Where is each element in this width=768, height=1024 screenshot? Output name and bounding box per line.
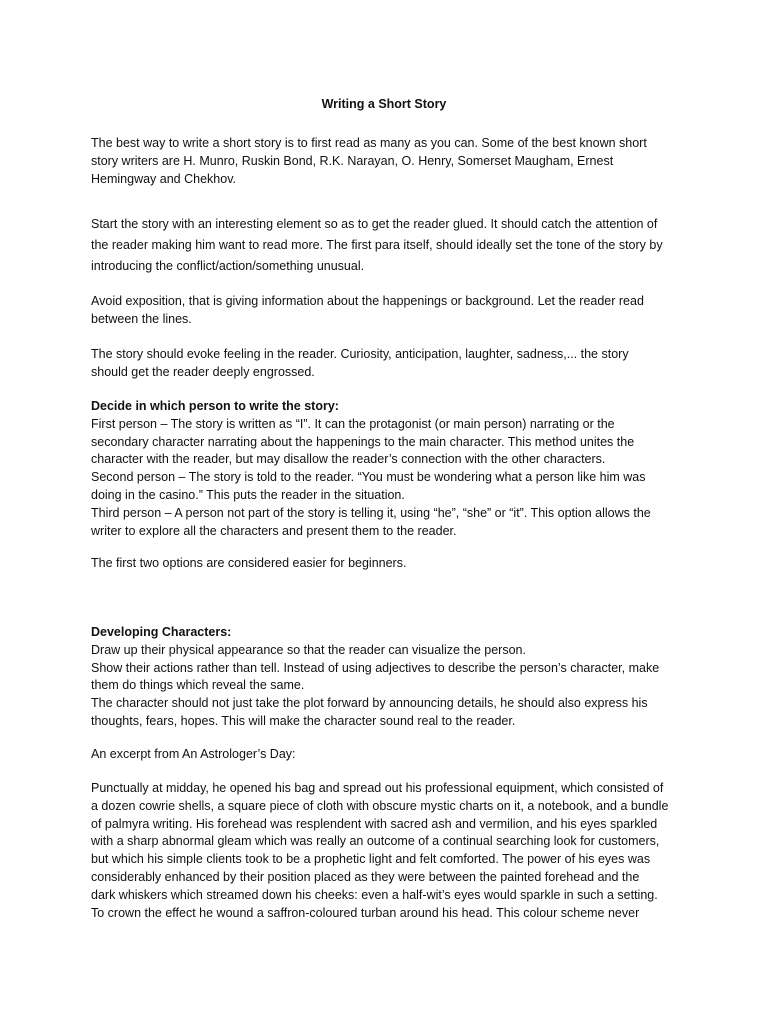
text-line: The first two options are considered easier for beginners. [91, 556, 407, 570]
text-line: Show their actions rather than tell. Instead of using adjectives to describe the person’s character, make [91, 660, 660, 675]
text-line: First person – The story is written as “I”. It can the protagonist (or main person) narrating or the [91, 416, 615, 431]
text-line: doing in the casino.” This puts the reader in the situation. [91, 487, 405, 502]
text-line: Third person – A person not part of the story is telling it, using “he”, “she” or “it”. This option allows the [91, 505, 651, 520]
text-line: dark whiskers which streamed down his cheeks: even a half-wit’s eyes would sparkle in such a setting. [91, 887, 658, 902]
text-line: The story should evoke feeling in the reader. Curiosity, anticipation, laughter, sadness,... the story [91, 347, 629, 361]
characters-section [91, 624, 691, 731]
section-heading: Decide in which person to write the story: [91, 399, 339, 413]
text-line: between the lines. [91, 311, 192, 326]
section-heading: Developing Characters: [91, 625, 232, 639]
start-paragraph [91, 214, 691, 277]
text-line: To crown the effect he wound a saffron-coloured turban around his head. This colour scheme never [91, 905, 640, 920]
text-line: Second person – The story is told to the reader. “You must be wondering what a person like him was [91, 470, 646, 485]
document-title: Writing a Short Story [321, 97, 447, 111]
text-line: Draw up their physical appearance so that the reader can visualize the person. [91, 642, 526, 657]
text-line: The character should not just take the plot forward by announcing details, he should also express his [91, 696, 648, 711]
text-line: them do things which reveal the same. [91, 678, 305, 693]
text-line: considerably enhanced by their position placed as they were between the painted forehead and the [91, 869, 640, 884]
text-line: Punctually at midday, he opened his bag and spread out his professional equipment, which consisted of [91, 781, 664, 795]
text-line: of palmyra writing. His forehead was resplendent with sacred ash and vermilion, and his eyes sparkled [91, 816, 658, 831]
text-line: with a sharp abnormal gleam which was really an outcome of a continual searching look for customers, [91, 834, 660, 849]
text-line: Start the story with an interesting element so as to get the reader glued. It should catch the attention of [91, 217, 658, 231]
text-line: writer to explore all the characters and present them to the reader. [91, 523, 457, 538]
text-line: secondary character narrating about the happenings to the main character. This method unites the [91, 434, 635, 449]
intro-paragraph [91, 135, 691, 188]
exposition-paragraph [91, 293, 691, 329]
text-line: should get the reader deeply engrossed. [91, 364, 315, 379]
text-line: Avoid exposition, that is giving information about the happenings or background. Let the reader read [91, 294, 644, 308]
feeling-paragraph [91, 346, 691, 382]
text-line: thoughts, fears, hopes. This will make the character sound real to the reader. [91, 713, 516, 728]
text-line: a dozen cowrie shells, a square piece of cloth with obscure mystic charts on it, a notebook, and a bundle [91, 798, 669, 813]
text-line: but which his simple clients took to be a prophetic light and felt comforted. The power of his eyes was [91, 852, 651, 867]
excerpt-paragraph [91, 780, 691, 922]
excerpt-heading-block [91, 746, 691, 764]
text-line: character with the reader, but may disallow the reader’s connection with the other characters. [91, 452, 606, 467]
text-line: Hemingway and Chekhov. [91, 171, 236, 186]
text-line: introducing the conflict/action/something unusual. [91, 259, 365, 273]
person-section [91, 398, 691, 540]
excerpt-heading: An excerpt from An Astrologer’s Day: [91, 747, 296, 761]
text-line: story writers are H. Munro, Ruskin Bond, R.K. Narayan, O. Henry, Somerset Maugham, Ernest [91, 153, 614, 168]
text-line: the reader making him want to read more. The first para itself, should ideally set the tone of the story by [91, 238, 663, 252]
text-line: The best way to write a short story is to first read as many as you can. Some of the best known short [91, 136, 647, 150]
options-note [91, 555, 691, 573]
